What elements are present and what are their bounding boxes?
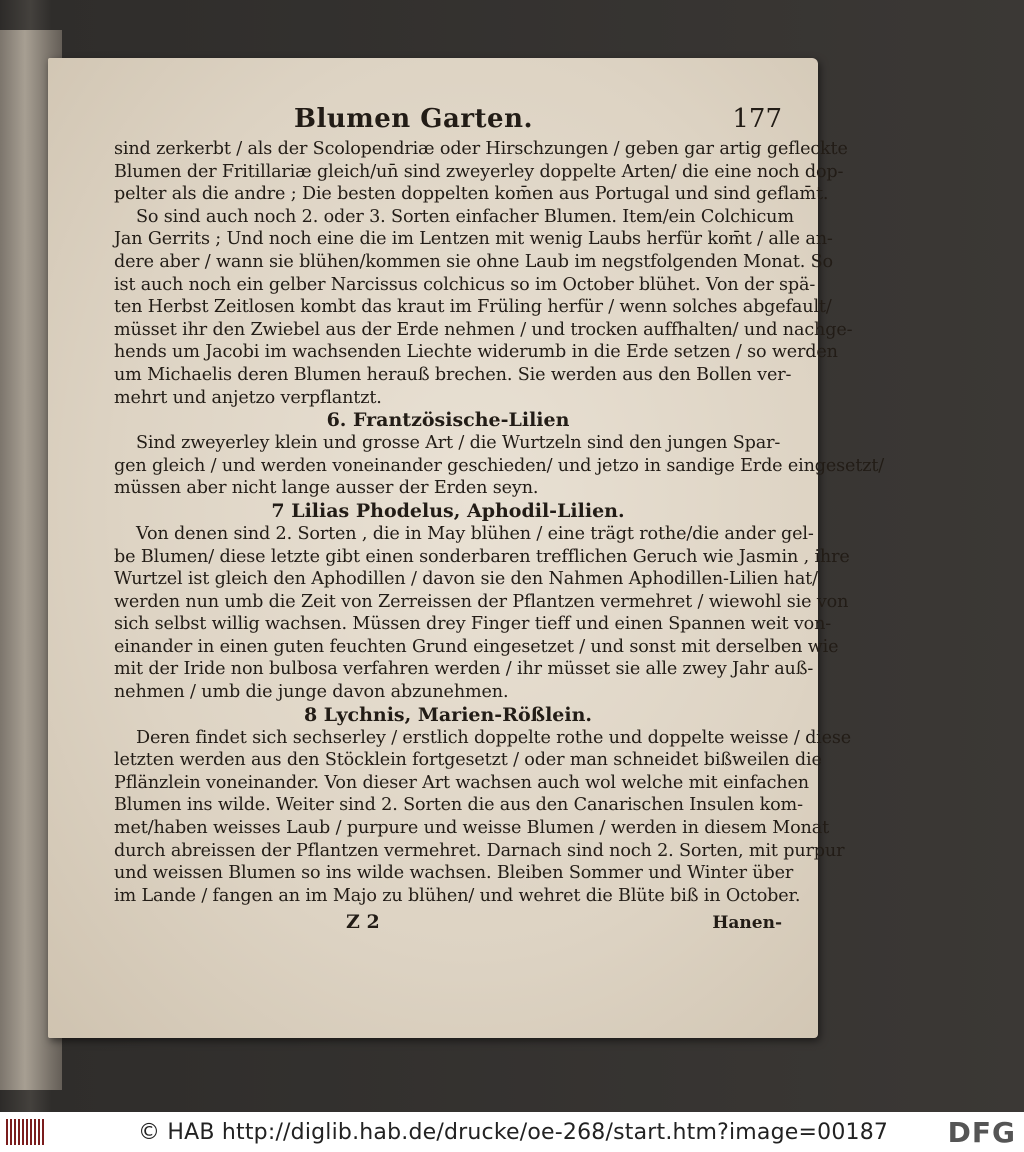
page-text-block: [114, 104, 885, 934]
text-line: nehmen / umb die junge davon abzunehmen.: [114, 682, 509, 703]
dfg-logo: DFG: [947, 1116, 1016, 1149]
text-line: im Lande / fangen an im Majo zu blühen/ und wehret die Blüte biß in October.: [114, 885, 801, 906]
text-line: Deren findet sich sechserley / erstlich doppelte rothe und doppelte weisse / diese: [136, 727, 852, 748]
catchword: Hanen-: [712, 913, 782, 934]
text-line: Pflänzlein voneinander. Von dieser Art wachsen auch wol welche mit einfachen: [114, 772, 809, 793]
text-line: dere aber / wann sie blühen/kommen sie ohne Laub im negstfolgenden Monat. So: [114, 251, 833, 272]
text-line: müssen aber nicht lange ausser der Erden seyn.: [114, 478, 539, 499]
page-number: 177: [732, 104, 782, 134]
barcode-icon: [6, 1119, 46, 1145]
text-line: Von denen sind 2. Sorten , die in May blühen / eine trägt rothe/die ander gel-: [136, 523, 814, 544]
section-heading-7: 7 Lilias Phodelus, Aphodil-Lilien.: [271, 499, 625, 522]
text-line: sich selbst willig wachsen. Müssen drey Finger tieff und einen Spannen weit von-: [114, 614, 832, 635]
source-url[interactable]: © HAB http://diglib.hab.de/drucke/oe-268/start.htm?image=00187: [138, 1119, 889, 1145]
text-line: gen gleich / und werden voneinander geschieden/ und jetzo in sandige Erde eingesetzt/: [114, 455, 885, 476]
text-line: pelter als die andre ; Die besten doppelten kom̄en aus Portugal und sind geflam̄t.: [114, 184, 829, 205]
viewer-footer-bar: [0, 1112, 1024, 1152]
signature-mark: Z 2: [346, 911, 380, 934]
text-line: Blumen der Fritillariæ gleich/un̄ sind zweyerley doppelte Arten/ die eine noch dop-: [114, 161, 844, 182]
text-line: Jan Gerrits ; Und noch eine die im Lentzen mit wenig Laubs herfür kom̄t / alle an-: [114, 229, 833, 250]
text-line: mit der Iride non bulbosa verfahren werden / ihr müsset sie alle zwey Jahr auß-: [114, 659, 814, 680]
section-heading-6: 6. Frantzösische-Lilien: [326, 409, 570, 432]
text-line: werden nun umb die Zeit von Zerreissen der Pflantzen vermehret / wiewohl sie von: [114, 591, 849, 612]
text-line: ist auch noch ein gelber Narcissus colchicus so im October blühet. Von der spä-: [114, 274, 816, 295]
section-heading-8: 8 Lychnis, Marien-Rößlein.: [303, 703, 593, 726]
running-title: Blumen Garten.: [294, 104, 534, 134]
text-line: letzten werden aus den Stöcklein fortgesetzt / oder man schneidet bißweilen die: [114, 750, 822, 771]
book-page: [48, 58, 885, 1038]
text-line: ten Herbst Zeitlosen kombt das kraut im Früling herfür / wenn solches abgefault/: [114, 297, 832, 318]
text-line: be Blumen/ diese letzte gibt einen sonderbaren trefflichen Geruch wie Jasmin , ihre: [114, 546, 850, 567]
text-line: met/haben weisses Laub / purpure und weisse Blumen / werden in diesem Monat: [114, 818, 829, 839]
text-line: und weissen Blumen so ins wilde wachsen. Bleiben Sommer und Winter über: [114, 863, 794, 884]
text-line: Sind zweyerley klein und grosse Art / die Wurtzeln sind den jungen Spar-: [136, 433, 781, 454]
text-line: So sind auch noch 2. oder 3. Sorten einfacher Blumen. Item/ein Colchicum: [136, 206, 794, 227]
page-header: [114, 104, 782, 138]
text-line: sind zerkerbt / als der Scolopendriæ oder Hirschzungen / geben gar artig gefleckte: [114, 139, 848, 159]
text-line: um Michaelis deren Blumen herauß brechen. Sie werden aus den Bollen ver-: [114, 364, 792, 385]
text-line: Blumen ins wilde. Weiter sind 2. Sorten die aus den Canarischen Insulen kom-: [114, 795, 803, 816]
text-line: müsset ihr den Zwiebel aus der Erde nehmen / und trocken auffhalten/ und nachge-: [114, 319, 853, 340]
text-line: einander in einen guten feuchten Grund eingesetzet / und sonst mit derselben wie: [114, 636, 839, 657]
text-line: Wurtzel ist gleich den Aphodillen / davon sie den Nahmen Aphodillen-Lilien hat/: [114, 569, 818, 590]
text-line: durch abreissen der Pflantzen vermehret. Darnach sind noch 2. Sorten, mit purpur: [114, 840, 845, 861]
text-line: mehrt und anjetzo verpflantzt.: [114, 387, 382, 408]
page-footer: [114, 911, 782, 933]
text-line: hends um Jacobi im wachsenden Liechte widerumb in die Erde setzen / so werden: [114, 342, 838, 363]
